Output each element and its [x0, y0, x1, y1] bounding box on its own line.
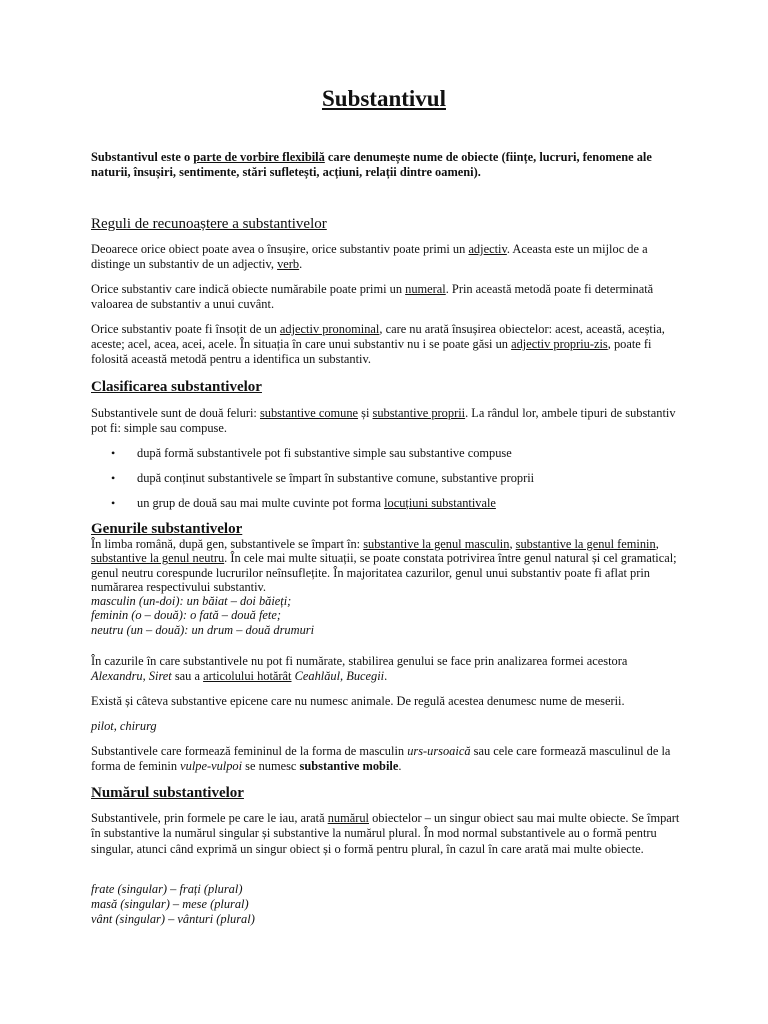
genuri-examples [91, 594, 681, 637]
text: Substantivele care formează femininul de la forma de masculin [91, 744, 408, 758]
text: , [655, 537, 659, 551]
bold-text: substantive mobile [299, 759, 399, 773]
italic-text: vulpe-vulpoi [180, 759, 243, 773]
italic-text: Alexandru, Siret [91, 669, 172, 683]
clasificare-list [91, 446, 681, 461]
text: În limba română, după gen, substantivele se împart în: [91, 537, 364, 551]
text: Deoarece orice obiect poate avea o însușire, orice substantiv poate primi un [91, 242, 469, 256]
link-genul-neutru[interactable]: substantive la genul neutru [91, 551, 225, 566]
text: . [299, 257, 303, 271]
genuri-paragraph-1 [91, 537, 681, 594]
list-item: • după formă substantivele pot fi substantive simple sau substantive compuse [91, 446, 681, 461]
numar-examples [91, 882, 681, 927]
intro-text: Substantivul este o [91, 150, 194, 164]
link-locutiuni-substantivale[interactable]: locuțiuni substantivale [384, 496, 496, 510]
genuri-paragraph-3: Există și câteva substantive epicene care nu numesc animale. De regulă acestea denumesc nume de meserii. [91, 694, 625, 708]
page-title: Substantivul [321, 86, 446, 111]
text: . În cele mai multe situații, se poate constata potrivirea între genul natural și cel gramatical; genul neutru corespunde lucrurilor neînsuflețite. În majoritatea cazurilor, genul unui substantiv poate fi aflat prin numărarea respectivului substantiv. [91, 551, 677, 594]
heading-reguli: Reguli de recunoaștere a substantivelor [91, 216, 327, 232]
clasificare-paragraph [91, 406, 681, 436]
example-line: neutru (un – două): un drum – două drumuri [91, 622, 315, 637]
text: se numesc [242, 759, 300, 773]
link-genul-masculin[interactable]: substantive la genul masculin [363, 537, 510, 551]
intro-text: care denumește nume de obiecte (ființe, lucruri, fenomene ale naturii, însușiri, sentimente, stări sufletești, acțiuni, relații dintre oameni). [91, 150, 652, 179]
link-numeral[interactable]: numeral [405, 282, 446, 296]
link-numarul[interactable]: numărul [327, 811, 369, 825]
reguli-paragraph-1 [91, 242, 681, 272]
heading-numar: Numărul substantivelor [91, 785, 244, 801]
example-line: frate (singular) – frați (plural) [91, 882, 243, 896]
italic-text: pilot, chirurg [91, 719, 157, 733]
genuri-paragraph-4 [91, 719, 681, 734]
heading-genuri: Genurile substantivelor [91, 521, 243, 537]
text: , care nu arată însușirea obiectelor: acest, această, aceștia, aceste; acel, acea, acei, acele. În situația în care unui substantiv nu i se poate găsi un [91, 322, 665, 351]
link-substantive-comune[interactable]: substantive comune [259, 406, 359, 420]
text: , [509, 537, 516, 551]
text: sau a [171, 669, 204, 683]
text: și [358, 406, 373, 420]
text: Substantivele, prin formele pe care le iau, arată [91, 811, 328, 825]
text: . Prin această metodă poate fi determinată valoarea de substantiv a unui cuvânt. [91, 282, 654, 311]
list-item [91, 496, 681, 511]
text: . La rândul lor, ambele tipuri de substantiv pot fi: simple sau compuse. [91, 406, 676, 435]
text: Substantivele sunt de două feluri: [91, 406, 260, 420]
link-articolului-hotarat[interactable]: articolului hotărât [203, 669, 292, 683]
link-adjectiv-propriu-zis[interactable]: adjectiv propriu-zis [511, 337, 608, 351]
example-line: vânt (singular) – vânturi (plural) [91, 912, 255, 926]
italic-text: urs-ursoaică [407, 744, 471, 758]
link-verb[interactable]: verb [277, 257, 300, 271]
clasificare-list [91, 496, 681, 511]
link-parte-de-vorbire[interactable]: parte de vorbire flexibilă [193, 150, 325, 164]
link-adjectiv-pronominal[interactable]: adjectiv pronominal [279, 322, 380, 336]
intro-paragraph [91, 150, 681, 180]
numar-paragraph [91, 811, 681, 857]
text: Orice substantiv poate fi însoțit de un [91, 322, 280, 336]
text: . Aceasta este un mijloc de a distinge un substantiv de un adjectiv, [91, 242, 648, 271]
text: . [398, 759, 402, 773]
example-line: masă (singular) – mese (plural) [91, 897, 249, 911]
link-substantive-proprii[interactable]: substantive proprii [372, 406, 466, 420]
text: . [384, 669, 388, 683]
link-adjectiv[interactable]: adjectiv [468, 242, 507, 256]
text: În cazurile în care substantivele nu pot fi numărate, stabilirea genului se face prin analizarea formei acestora [91, 654, 628, 668]
example-line: feminin (o – două): o fată – două fete; [91, 608, 281, 623]
reguli-paragraph-3 [91, 322, 681, 367]
clasificare-list [91, 471, 681, 486]
text: obiectelor – un singur obiect sau mai multe obiecte. Se împart în substantive la numărul singular și substantive la numărul plural. În mod normal substantivele au o formă pentru singular, atunci când exprimă un singur obiect și o formă pentru plural, în cazul în care arată mai multe obiecte. [91, 811, 680, 856]
text: sau cele care formează masculinul de la forma de feminin [91, 744, 671, 773]
text: , poate fi folosită această metodă pentru a identifica un substantiv. [91, 337, 652, 366]
genuri-paragraph-5 [91, 744, 681, 774]
heading-clasificare: Clasificarea substantivelor [91, 379, 262, 395]
text: Orice substantiv care indică obiecte numărabile poate primi un [91, 282, 406, 296]
genuri-paragraph-2 [91, 654, 681, 684]
text: un grup de două sau mai multe cuvinte pot forma [137, 496, 385, 510]
example-line: masculin (un-doi): un băiat – doi băieți; [91, 594, 292, 608]
italic-text: Ceahlăul, Bucegii [294, 669, 385, 683]
link-genul-feminin[interactable]: substantive la genul feminin [515, 537, 656, 551]
list-item: • după conținut substantivele se împart în substantive comune, substantive proprii [91, 471, 681, 486]
reguli-paragraph-2 [91, 282, 681, 312]
